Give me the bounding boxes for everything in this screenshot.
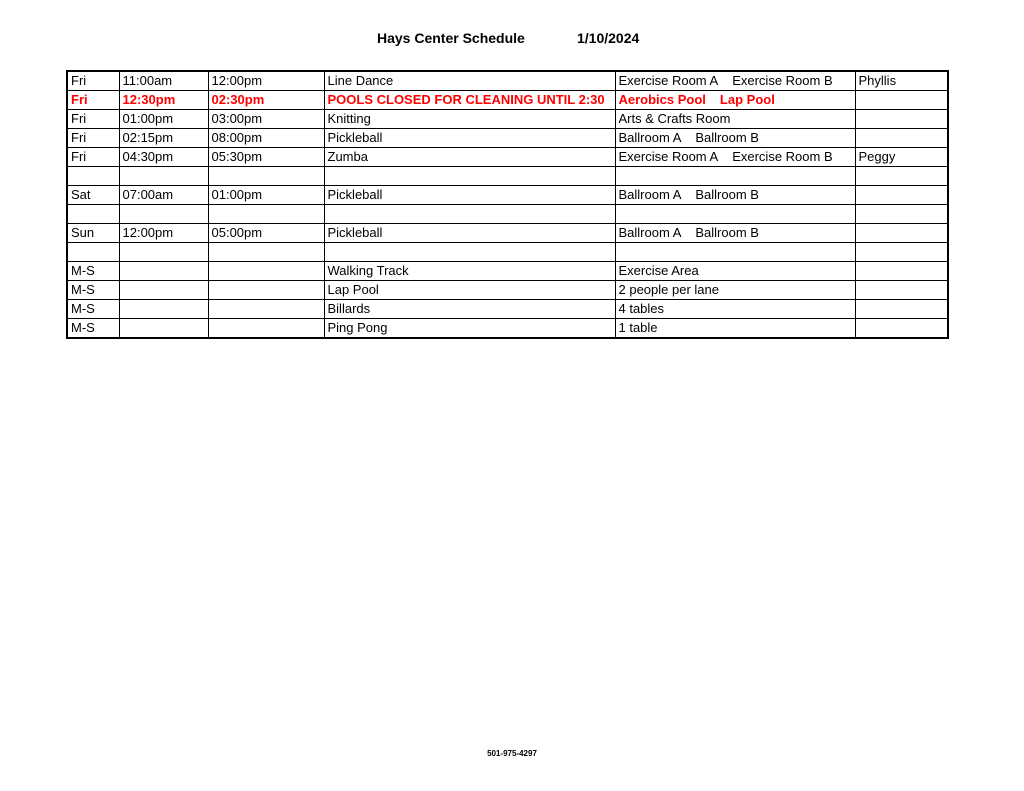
end-time-cell: 02:30pm (208, 91, 324, 110)
location-cell (615, 262, 855, 281)
start-time-cell (119, 319, 208, 339)
leader-cell (855, 319, 948, 339)
location-name: Exercise Room B (732, 73, 833, 88)
end-time-cell (208, 167, 324, 186)
page-title: Hays Center Schedule (377, 30, 525, 46)
activity-cell: Pickleball (324, 129, 615, 148)
activity-cell (324, 167, 615, 186)
table-row (67, 224, 948, 243)
day-cell: Fri (67, 110, 119, 129)
activity-cell: POOLS CLOSED FOR CLEANING UNTIL 2:30 (324, 91, 615, 110)
location-cell (615, 319, 855, 339)
location-cell (615, 167, 855, 186)
leader-cell (855, 224, 948, 243)
day-cell: Fri (67, 129, 119, 148)
table-row (67, 205, 948, 224)
leader-cell (855, 205, 948, 224)
day-cell: Fri (67, 71, 119, 91)
leader-cell: Phyllis (855, 71, 948, 91)
location-name: Ballroom A (618, 187, 682, 202)
location-name: Ballroom B (695, 225, 759, 240)
start-time-cell (119, 262, 208, 281)
table-row (67, 300, 948, 319)
location-cell (615, 243, 855, 262)
leader-cell (855, 129, 948, 148)
leader-cell (855, 262, 948, 281)
location-name: 4 tables (618, 301, 665, 316)
table-row (67, 167, 948, 186)
location-name: 1 table (618, 320, 658, 335)
activity-cell: Ping Pong (324, 319, 615, 339)
table-row (67, 319, 948, 339)
start-time-cell: 01:00pm (119, 110, 208, 129)
location-name: Exercise Area (618, 263, 699, 278)
location-name: Aerobics Pool (618, 92, 706, 107)
start-time-cell (119, 281, 208, 300)
day-cell: Sat (67, 186, 119, 205)
activity-cell (324, 205, 615, 224)
leader-cell (855, 281, 948, 300)
end-time-cell (208, 243, 324, 262)
end-time-cell (208, 205, 324, 224)
activity-cell (324, 243, 615, 262)
activity-cell: Pickleball (324, 224, 615, 243)
location-name: Ballroom B (695, 187, 759, 202)
table-row (67, 243, 948, 262)
location-cell (615, 129, 855, 148)
day-cell: Fri (67, 148, 119, 167)
activity-cell: Walking Track (324, 262, 615, 281)
start-time-cell: 12:30pm (119, 91, 208, 110)
location-cell (615, 224, 855, 243)
start-time-cell: 11:00am (119, 71, 208, 91)
location-cell (615, 186, 855, 205)
leader-cell (855, 110, 948, 129)
leader-cell (855, 186, 948, 205)
end-time-cell (208, 300, 324, 319)
location-name: 2 people per lane (618, 282, 719, 297)
day-cell (67, 205, 119, 224)
table-row (67, 129, 948, 148)
activity-cell: Billards (324, 300, 615, 319)
table-row (67, 91, 948, 110)
table-row (67, 71, 948, 91)
table-row (67, 281, 948, 300)
table-row (67, 110, 948, 129)
schedule-date: 1/10/2024 (577, 30, 640, 46)
table-row (67, 262, 948, 281)
activity-cell: Line Dance (324, 71, 615, 91)
schedule-body (67, 71, 948, 338)
day-cell: M-S (67, 262, 119, 281)
start-time-cell (119, 205, 208, 224)
start-time-cell: 12:00pm (119, 224, 208, 243)
day-cell (67, 243, 119, 262)
location-cell (615, 91, 855, 110)
table-row (67, 186, 948, 205)
activity-cell: Pickleball (324, 186, 615, 205)
location-name: Ballroom A (618, 130, 682, 145)
end-time-cell: 03:00pm (208, 110, 324, 129)
location-name: Exercise Room A (618, 149, 719, 164)
leader-cell (855, 300, 948, 319)
schedule-table (66, 70, 949, 339)
day-cell: Sun (67, 224, 119, 243)
location-name: Exercise Room B (732, 149, 833, 164)
day-cell: Fri (67, 91, 119, 110)
location-name: Exercise Room A (618, 73, 719, 88)
location-name: Lap Pool (719, 92, 775, 107)
end-time-cell (208, 262, 324, 281)
day-cell (67, 167, 119, 186)
location-name: Arts & Crafts Room (618, 111, 731, 126)
end-time-cell: 01:00pm (208, 186, 324, 205)
location-cell (615, 205, 855, 224)
location-cell (615, 148, 855, 167)
start-time-cell: 04:30pm (119, 148, 208, 167)
leader-cell (855, 167, 948, 186)
start-time-cell: 02:15pm (119, 129, 208, 148)
activity-cell: Lap Pool (324, 281, 615, 300)
day-cell: M-S (67, 281, 119, 300)
end-time-cell: 08:00pm (208, 129, 324, 148)
end-time-cell: 05:30pm (208, 148, 324, 167)
start-time-cell: 07:00am (119, 186, 208, 205)
day-cell: M-S (67, 319, 119, 339)
location-cell (615, 300, 855, 319)
end-time-cell (208, 319, 324, 339)
leader-cell (855, 91, 948, 110)
end-time-cell: 05:00pm (208, 224, 324, 243)
table-row (67, 148, 948, 167)
start-time-cell (119, 167, 208, 186)
day-cell: M-S (67, 300, 119, 319)
leader-cell: Peggy (855, 148, 948, 167)
location-cell (615, 71, 855, 91)
activity-cell: Knitting (324, 110, 615, 129)
footer-phone: 501-975-4297 (487, 749, 537, 758)
end-time-cell (208, 281, 324, 300)
location-cell (615, 281, 855, 300)
leader-cell (855, 243, 948, 262)
location-cell (615, 110, 855, 129)
start-time-cell (119, 300, 208, 319)
start-time-cell (119, 243, 208, 262)
activity-cell: Zumba (324, 148, 615, 167)
location-name: Ballroom B (695, 130, 759, 145)
location-name: Ballroom A (618, 225, 682, 240)
end-time-cell: 12:00pm (208, 71, 324, 91)
